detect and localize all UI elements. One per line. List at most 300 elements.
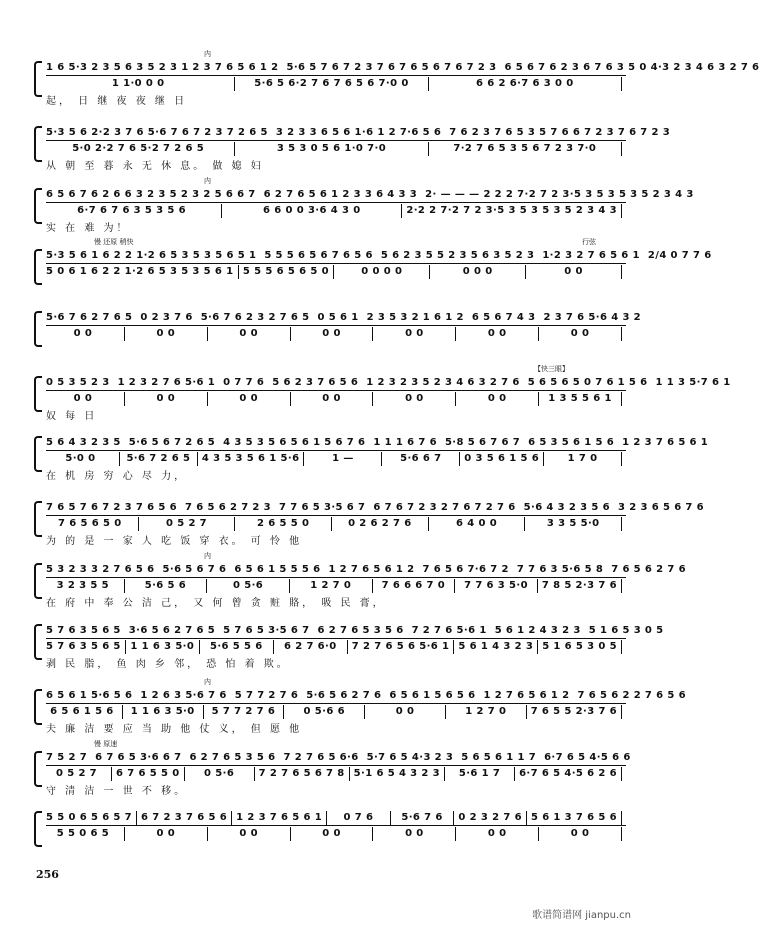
measure: 0 0 <box>73 393 93 404</box>
measure: 0 0 0 0 <box>361 266 403 277</box>
lyrics: 实 在 难 为！ <box>46 223 130 234</box>
system-bracket <box>34 188 42 224</box>
measure: 6 7 6 5 5 0 <box>116 768 180 779</box>
score-system <box>34 50 759 107</box>
end-barline <box>621 827 622 841</box>
watermark: 歌谱简谱网 jianpu.cn <box>532 910 631 921</box>
barline <box>538 827 539 841</box>
measure: 5·6 5 6 7 2 6 5 <box>128 437 216 448</box>
system-bracket <box>34 376 42 412</box>
lower-part <box>46 77 626 90</box>
lower-part <box>46 579 626 592</box>
lyrics: 为 的 是 一 家 人 吃 饭 穿 衣。 可 怜 他 <box>46 536 303 547</box>
barline <box>124 827 125 841</box>
measure: 0 0 <box>239 828 258 839</box>
lower-part <box>46 392 626 405</box>
end-barline <box>621 767 622 781</box>
upper-part <box>46 811 626 826</box>
measure: 5·6 5 7 6 7 2 3 7 6 7 6 5 6 7 6 7 2 3 <box>286 62 497 73</box>
upper-part <box>46 624 664 639</box>
system-bracket <box>34 501 42 537</box>
measure: 5 1 6 5 3 0 5 <box>588 625 664 636</box>
measure: 7 6 5 6 7·6 7 2 <box>422 564 509 575</box>
score-system <box>34 120 671 172</box>
measure: 1 1 3 5·7 6 1 <box>655 377 731 388</box>
system-bracket <box>34 563 42 599</box>
measure: 6 5 3 5 6 1 5 6 <box>528 437 615 448</box>
measure: 5·6 7 6 2 7 6 5 <box>46 312 133 323</box>
measure: 7 6 5 6 2 2 7 6 5 6 <box>577 690 687 701</box>
measure: 7·2 7 6 5 3 5 6 7 2 3 7·0 <box>453 143 597 154</box>
score-system <box>34 618 664 670</box>
barline <box>289 579 290 593</box>
measure: 2/4 0 7 7 6 <box>647 250 712 261</box>
measure: 7 6 5 5 2·3 7 6 <box>530 706 618 717</box>
performance-mark: 行弦 <box>582 238 596 246</box>
system-bracket <box>34 751 42 787</box>
measure: 5 7 7 2 7 6 <box>234 690 299 701</box>
end-barline <box>621 77 622 91</box>
measure: 1 2 7 6 5 6 1 2 <box>328 564 415 575</box>
barline <box>364 705 365 719</box>
score-system <box>34 177 694 234</box>
barline <box>444 767 445 781</box>
measure: 0 5·6 6 <box>303 706 345 717</box>
lyrics: 剥 民 脂， 鱼 肉 乡 邻， 恐 怕 着 欺。 <box>46 659 290 670</box>
barline <box>428 142 429 156</box>
measure: 6 5 6 1 5·6 5 6 <box>46 690 133 701</box>
measure: 6 2 7 6·0 <box>283 641 337 652</box>
measure: 7 5 2 7 <box>46 752 88 763</box>
lower-part <box>46 327 626 340</box>
score-system <box>34 365 731 422</box>
lower-part <box>46 265 626 278</box>
measure: 6 6 0 0 3·6 4 3 0 <box>262 205 361 216</box>
measure: 5·6 7 2 6 5 <box>126 453 191 464</box>
barline <box>199 640 200 654</box>
end-barline <box>621 705 622 719</box>
lyrics: 守 清 洁 一 世 不 移。 <box>46 786 188 797</box>
measure: 6 7 2 3 7 6 5 6 <box>141 812 228 823</box>
measure: 1 6 5·3 2 3 5 6 3 5 2 3 1 2 3 7 6 5 6 1 2 <box>46 62 279 73</box>
measure: 2 3 7 6 5·6 4 3 2 <box>543 312 642 323</box>
measure: 5 6 1 4 3 2 3 <box>458 641 534 652</box>
barline <box>290 392 291 406</box>
lower-part <box>46 452 626 465</box>
end-barline <box>621 327 622 341</box>
measure: 0 0 <box>405 828 424 839</box>
barline <box>372 579 373 593</box>
measure: 0 0 <box>487 328 507 339</box>
performance-mark: 内 <box>204 50 211 58</box>
measure: 7 6 6 6 7 0 <box>381 580 446 591</box>
measure: 0 5·6 <box>204 768 235 779</box>
barline <box>453 640 454 654</box>
barline <box>429 265 430 279</box>
score-system <box>34 495 705 547</box>
measure: 1·2 3 2 7 6 5 6 1 <box>542 250 640 261</box>
barline <box>526 811 527 825</box>
barline <box>514 767 515 781</box>
end-barline <box>621 640 622 654</box>
system-bracket <box>34 811 42 847</box>
measure: 2 6 5 5 0 <box>257 518 310 529</box>
lower-part <box>46 517 626 530</box>
measure: 0 7 6 <box>343 812 374 823</box>
measure: 5·6 7 6 2 3 2 7 6 5 <box>200 312 310 323</box>
upper-part <box>46 436 709 451</box>
measure: 5·8 5 6 7 6 7 <box>444 437 521 448</box>
measure: 1 2 7 0 <box>465 706 507 717</box>
measure: 7 6 5 6 2 7 2 3 <box>185 502 272 513</box>
upper-part <box>46 311 642 326</box>
barline <box>138 517 139 531</box>
barline <box>124 392 125 406</box>
barline <box>390 811 391 825</box>
lower-part <box>46 640 626 653</box>
measure: 1 2 7 0 <box>310 580 352 591</box>
barline <box>290 827 291 841</box>
measure: 5 7 6 3 5 6 5 <box>46 641 121 652</box>
measure: 0 0 <box>156 328 176 339</box>
barline <box>372 392 373 406</box>
measure: 0 5 2 7 <box>55 768 98 779</box>
measure: 0 0 <box>239 393 258 404</box>
barline <box>372 327 373 341</box>
measure: 7 6 5 6 2 7 6 <box>611 564 686 575</box>
measure: 5·1 6 5 4 3 2 3 <box>353 768 441 779</box>
score-system <box>34 238 712 293</box>
measure: 5·6 5 6 2 7 6 <box>306 690 382 701</box>
lyrics: 夫 廉 洁 要 应 当 助 他 仗 义， 但 愿 他 <box>46 724 303 735</box>
measure: 5·6 5 6 <box>144 580 187 591</box>
lyrics <box>46 280 626 292</box>
measure: 3 5 3 0 5 6 1·0 7·0 <box>276 143 387 154</box>
measure: 1 1 6 3 5·0 <box>130 706 195 717</box>
measure: 0 0 <box>156 828 176 839</box>
performance-mark: 慢 还原 稍快 <box>94 238 134 246</box>
lyrics: 奴 每 日 <box>46 411 98 422</box>
measure: 5 5 0 6 5 6 5 7 <box>46 812 133 823</box>
measure: 5 6 4 3 2 3 5 <box>46 437 121 448</box>
barline <box>349 767 350 781</box>
barline <box>538 392 539 406</box>
measure: 6 5 6 7 6 2 3 6 7 6 3 5 0 4·3 2 3 4 6 3 2 7 6 <box>504 62 759 73</box>
measure: 5·7 6 5 4·3 2 3 <box>366 752 454 763</box>
measure: 7 7 6 3 5·6 5 8 <box>516 564 604 575</box>
lower-part <box>46 827 626 840</box>
barline <box>454 579 455 593</box>
barline <box>455 827 456 841</box>
system-bracket <box>34 61 42 97</box>
barline <box>525 265 526 279</box>
measure: 0 5 6 1 <box>317 312 359 323</box>
barline <box>290 327 291 341</box>
barline <box>333 265 334 279</box>
system-bracket <box>34 689 42 725</box>
barline <box>125 640 126 654</box>
measure: 7 6 5 6 5 0 <box>58 518 122 529</box>
barline <box>526 705 527 719</box>
end-barline <box>621 392 622 406</box>
barline <box>372 827 373 841</box>
measure: 4 3 5 3 5 6 1 5·6 <box>201 453 300 464</box>
barline <box>234 517 235 531</box>
barline <box>136 811 137 825</box>
measure: 5 6 1 3 7 6 5 6 <box>530 812 617 823</box>
measure: 0 0 <box>405 393 424 404</box>
barline <box>124 327 125 341</box>
measure: 5 7 6 3 5 6 5 <box>46 625 121 636</box>
system-bracket <box>34 311 42 347</box>
measure: 7 2 7 6 5 6 7 8 <box>258 768 345 779</box>
end-barline <box>621 452 622 466</box>
end-barline <box>621 142 622 156</box>
measure: 5 7 6 5 3·5 6 7 <box>223 625 310 636</box>
barline <box>184 767 185 781</box>
measure: 1 2 3 7 6 5 6 1 <box>622 437 709 448</box>
barline <box>455 392 456 406</box>
measure: 2·2 2 7·2 7 2 3·5 3 5 3 5 3 5 2 3 4 3 <box>406 205 617 216</box>
measure: 3 2 3 3 6 5 6 1·6 1 2 7·6 5 6 <box>275 127 442 138</box>
measure: 5 6 1 2 4 3 2 3 <box>494 625 581 636</box>
score-system <box>34 430 709 482</box>
barline <box>207 827 208 841</box>
measure: 1 7 0 <box>567 453 598 464</box>
measure: 6·7 6 5 4·5 6 6 <box>544 752 631 763</box>
barline <box>111 767 112 781</box>
barline <box>331 517 332 531</box>
page-number: 256 <box>36 868 59 881</box>
measure: 3 2 3 6 5 6 7 6 <box>618 502 705 513</box>
end-barline <box>621 265 622 279</box>
barline <box>455 327 456 341</box>
upper-part <box>46 61 759 76</box>
score-system <box>34 305 642 355</box>
lyrics: 在 机 房 穷 心 尽 力， <box>46 471 188 482</box>
measure: 0 0 <box>395 706 415 717</box>
measure: 5·3 5 6 1 6 2 2 1·2 6 5 3 5 3 5 6 5 1 <box>46 250 257 261</box>
barline <box>428 77 429 91</box>
measure: 4 3 5 3 5 6 5 6 1 5 6 7 6 <box>223 437 366 448</box>
lyrics: 在 府 中 奉 公 洁 己， 又 何 曾 贪 赃 賂， 吸 民 膏， <box>46 598 386 609</box>
measure: 0 0 <box>405 328 424 339</box>
measure: 5 3 2 3 3 2 7 6 5 6 <box>46 564 155 575</box>
barline <box>207 327 208 341</box>
score-system <box>34 740 631 797</box>
measure: 7 2 7 6 5 6 5·6 1 <box>351 641 450 652</box>
barline <box>326 811 327 825</box>
measure: 7 2 7 6 5·6 1 <box>411 625 487 636</box>
score-system <box>34 805 630 855</box>
measure: 5 5 0 6 5 <box>56 828 110 839</box>
end-barline <box>621 204 622 218</box>
measure: 5·3 5 6 2·2 3 7 6 5·6 7 6 7 2 3 7 2 6 5 <box>46 127 268 138</box>
measure: 1 1 1 6 7 6 <box>373 437 437 448</box>
barline <box>273 640 274 654</box>
measure: 1 2 3 2 7 6 5·6 1 <box>117 377 216 388</box>
measure: 6 7 6 7 2 3 2 7 6 7 2 7 6 <box>373 502 516 513</box>
barline <box>453 811 454 825</box>
barline <box>538 327 539 341</box>
barline <box>428 517 429 531</box>
measure: 0 0 <box>564 266 583 277</box>
measure: 6 6 2 6·7 6 3 0 0 <box>476 78 574 89</box>
barline <box>524 517 525 531</box>
end-barline <box>621 811 622 825</box>
measure: 6·7 6 5 4·5 6 2 6 <box>519 768 617 779</box>
measure: 5·6 7 6 <box>401 812 443 823</box>
measure: 0 0 <box>156 393 176 404</box>
measure: 5 6 2 3 5 5 2 3 5 6 3 5 2 3 <box>380 250 535 261</box>
measure: 6 5 6 7 4 3 <box>471 312 536 323</box>
measure: 5·6 5 6 7 6 <box>162 564 227 575</box>
barline <box>124 579 125 593</box>
score-system <box>34 678 687 735</box>
system-bracket <box>34 249 42 285</box>
system-bracket <box>34 436 42 472</box>
barline <box>203 705 204 719</box>
measure: 7 7 6 3 5·0 <box>464 580 528 591</box>
measure: 0 0 <box>239 328 258 339</box>
measure: 5·0 2·2 7 6 5·2 7 2 6 5 <box>72 143 205 154</box>
barline <box>537 579 538 593</box>
measure: 0 0 <box>487 393 507 404</box>
measure: 0 0 <box>570 328 590 339</box>
measure: 6 2 7 6 5 3 5 6 <box>317 625 404 636</box>
barline <box>303 452 304 466</box>
upper-part <box>46 126 671 141</box>
measure: 6·7 6 7 6 3 5 3 5 6 <box>77 205 187 216</box>
barline <box>221 204 222 218</box>
measure: 6 5 6 1 5 6 <box>50 706 114 717</box>
barline <box>283 705 284 719</box>
measure: 6 5 6 1 5 6 5 6 <box>389 690 476 701</box>
lower-part <box>46 142 626 155</box>
barline <box>231 811 232 825</box>
barline <box>119 452 120 466</box>
measure: 5·6 1 7 <box>458 768 501 779</box>
measure: 7 7 6 5 3·5 6 7 <box>279 502 366 513</box>
measure: 7 6 5 7 6 7 2 3 7 6 5 6 <box>46 502 177 513</box>
measure: 5 6 5 6 5 0 7 6 1 5 6 <box>527 377 648 388</box>
barline <box>197 452 198 466</box>
measure: 5 1 6 5 3 0 5 <box>542 641 617 652</box>
barline <box>459 452 460 466</box>
measure: 3 3 5 5·0 <box>546 518 600 529</box>
upper-part <box>46 501 705 516</box>
system-bracket <box>34 126 42 162</box>
end-barline <box>621 579 622 593</box>
upper-part <box>46 376 731 391</box>
measure: 3 2 3 5 5 <box>56 580 109 591</box>
upper-part <box>46 689 687 704</box>
measure: 1 2 7 6 5 6 1 2 <box>483 690 570 701</box>
measure: 0 0 <box>487 828 507 839</box>
measure: 5·0 0 <box>65 453 96 464</box>
measure: 0 5 3 5 2 3 <box>46 377 110 388</box>
measure: 0 3 5 6 1 5 6 <box>464 453 540 464</box>
measure: 2· — — — 2 2 2 7·2 7 2 3·5 3 5 3 5 3 5 2 3 4 3 <box>425 189 694 200</box>
barline <box>238 265 239 279</box>
barline <box>234 142 235 156</box>
measure: 0 2 3 2 7 6 <box>458 812 522 823</box>
measure: 6 5 6 7 6 2 6 6 3 2 3 5 2 3 2 5 6 6 7 <box>46 189 256 200</box>
measure: 0 0 <box>570 828 590 839</box>
measure: 5 6 2 3 7 6 5 6 <box>272 377 359 388</box>
measure: 1 3 5 5 6 1 <box>548 393 612 404</box>
measure: 2 3 5 3 2 1 6 1 2 <box>366 312 464 323</box>
measure: 0 0 <box>322 393 341 404</box>
performance-mark: 【快三眼】 <box>534 365 569 373</box>
measure: 7 2 7 6 5 6·6 <box>283 752 359 763</box>
measure: 0 7 7 6 <box>223 377 265 388</box>
measure: 1 2 3 2 3 5 2 3 4 6 3 2 7 6 <box>366 377 520 388</box>
upper-part <box>46 563 686 578</box>
measure: 5 5 5 6 5 6 7 6 5 6 <box>264 250 373 261</box>
barline <box>207 392 208 406</box>
measure: 5 5 5 6 5 6 5 0 <box>242 266 329 277</box>
upper-part <box>46 188 694 203</box>
measure: 0 0 0 <box>462 266 493 277</box>
performance-mark: 内 <box>204 678 211 686</box>
measure: 5·6 6 7 <box>400 453 442 464</box>
performance-mark: 内 <box>204 552 211 560</box>
measure: 6 5 6 1 5 5 5 6 <box>234 564 321 575</box>
measure: 3·6 5 6 2 7 6 5 <box>128 625 216 636</box>
measure: 0 0 <box>322 328 341 339</box>
measure: 0 0 <box>73 328 93 339</box>
measure: 5 6 5 6 1 1 7 <box>461 752 537 763</box>
measure: 6 2 7 6 5 3 5 6 <box>189 752 276 763</box>
measure: 0 5·6 <box>233 580 264 591</box>
measure: 7 6 2 3 7 6 5 3 5 7 6 6 7 2 3 7 6 7 2 3 <box>449 127 671 138</box>
barline <box>445 705 446 719</box>
lower-part <box>46 767 626 780</box>
measure: 5 0 6 1 6 2 2 1·2 6 5 3 5 3 5 6 1 <box>46 266 234 277</box>
lyrics <box>46 342 626 354</box>
barline <box>206 579 207 593</box>
barline <box>347 640 348 654</box>
score-system <box>34 552 686 609</box>
lower-part <box>46 204 626 217</box>
measure: 6 7 6 5 3·6 6 7 <box>95 752 182 763</box>
barline <box>254 767 255 781</box>
upper-part <box>46 249 712 264</box>
measure: 5 7 7 2 7 6 <box>211 706 276 717</box>
system-bracket <box>34 624 42 660</box>
barline <box>401 204 402 218</box>
upper-part <box>46 751 631 766</box>
measure: 5·6 5 5 6 <box>209 641 263 652</box>
barline <box>543 452 544 466</box>
measure: 6 2 7 6 5 6 1 2 3 3 6 4 3 3 <box>263 189 418 200</box>
barline <box>537 640 538 654</box>
measure: 5·6 5 6·2 7 6 7 6 5 6 7·0 0 <box>254 78 409 89</box>
measure: 0 5 2 7 <box>165 518 208 529</box>
lyrics <box>46 842 626 854</box>
barline <box>122 705 123 719</box>
measure: 0 0 <box>322 828 341 839</box>
barline <box>381 452 382 466</box>
measure: 1 — <box>332 453 354 464</box>
measure: 5·6 4 3 2 3 5 6 <box>523 502 610 513</box>
lyrics: 从 朝 至 暮 永 无 休 息。 做 媳 妇 <box>46 161 264 172</box>
measure: 0 2 3 7 6 <box>140 312 193 323</box>
performance-mark: 慢 原速 <box>94 740 118 748</box>
measure: 1 1·0 0 0 <box>111 78 165 89</box>
measure: 6 4 0 0 <box>455 518 498 529</box>
